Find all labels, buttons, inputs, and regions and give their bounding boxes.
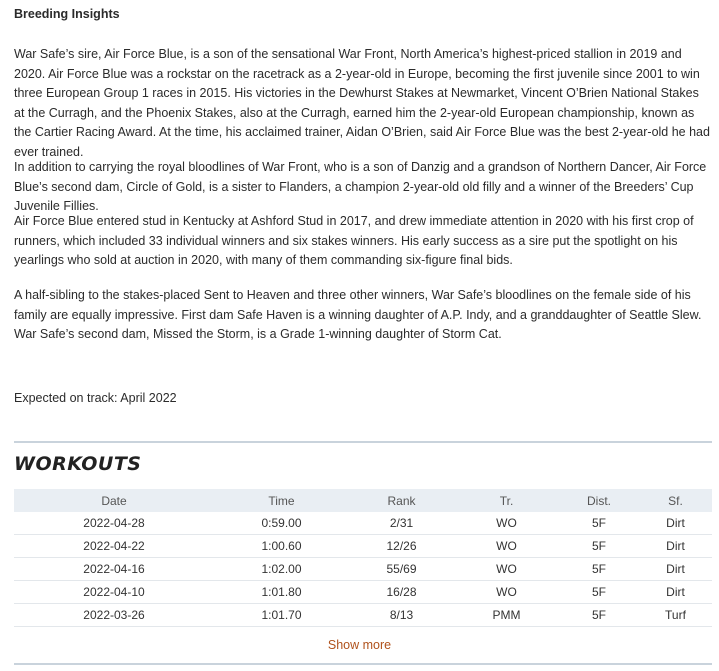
cell-time: 1:01.80: [214, 581, 349, 604]
cell-date: 2022-03-26: [14, 604, 214, 627]
cell-rank: 16/28: [349, 581, 454, 604]
column-header-date[interactable]: Date: [101, 493, 127, 508]
cell-date: 2022-04-28: [14, 512, 214, 535]
breeding-paragraph-3: Air Force Blue entered stud in Kentucky at Ashford Stud in 2017, and drew immediate attention in 2020 with his first crop of runners, which included 33 individual winners and six stakes winners. His early success as a sire put the spotlight on his yearlings who sold at auction in 2020, with many of them commanding six-figure final bids.: [14, 214, 694, 267]
workouts-header-row: [14, 489, 712, 512]
cell-rank: 12/26: [349, 535, 454, 558]
section-divider-bottom: [14, 663, 712, 665]
workouts-heading: WORKOUTS: [14, 453, 142, 475]
cell-rank: 55/69: [349, 558, 454, 581]
cell-time: 1:02.00: [214, 558, 349, 581]
cell-rank: 2/31: [349, 512, 454, 535]
cell-surface: Dirt: [639, 535, 712, 558]
workouts-table: [14, 489, 712, 627]
cell-time: 1:00.60: [214, 535, 349, 558]
section-divider-top: [14, 441, 712, 443]
cell-time: 0:59.00: [214, 512, 349, 535]
expected-on-track: Expected on track: April 2022: [14, 391, 177, 405]
breeding-insights-title: Breeding Insights: [14, 7, 120, 21]
column-header-distance[interactable]: Dist.: [587, 493, 611, 508]
column-header-track[interactable]: Tr.: [499, 493, 514, 508]
cell-track: WO: [454, 558, 559, 581]
breeding-paragraph-2: In addition to carrying the royal bloodlines of War Front, who is a son of Danzig and a grandson of Northern Dancer, Air Force Blue’s second dam, Circle of Gold, is a sister to Flanders, a champion 2-year-old old filly and a winner of the Breeders’ Cup Juvenile Fillies.: [14, 160, 707, 213]
table-row: [14, 512, 712, 535]
cell-rank: 8/13: [349, 604, 454, 627]
breeding-paragraph-1: War Safe’s sire, Air Force Blue, is a son of the sensational War Front, North America’s highest-priced stallion in 2019 and 2020. Air Force Blue was a rockstar on the racetrack as a 2-year-old in Europe, becoming the first juvenile since 2001 to win three European Group 1 races in 2015. His victories in the Dewhurst Stakes at Newmarket, Vincent O’Brien National Stakes at the Curragh, and the Phoenix Stakes, also at the Curragh, earned him the 2-year-old European championship, known as the Cartier Racing Award. At the time, his acclaimed trainer, Aidan O’Brien, said Air Force Blue was the best 2-year-old he had ever trained.: [14, 47, 710, 159]
cell-distance: 5F: [559, 604, 639, 627]
cell-track: WO: [454, 581, 559, 604]
table-row: [14, 558, 712, 581]
breeding-paragraph-4: A half-sibling to the stakes-placed Sent to Heaven and three other winners, War Safe’s bloodlines on the female side of his family are equally impressive. First dam Safe Haven is a winning daughter of A.P. Indy, and a granddaughter of Seattle Slew. War Safe’s second dam, Missed the Storm, is a Grade 1-winning daughter of Storm Cat.: [14, 288, 702, 341]
column-header-surface[interactable]: Sf.: [668, 493, 683, 508]
cell-distance: 5F: [559, 558, 639, 581]
table-row: [14, 604, 712, 627]
column-header-rank[interactable]: Rank: [387, 493, 416, 508]
cell-distance: 5F: [559, 535, 639, 558]
cell-date: 2022-04-16: [14, 558, 214, 581]
table-row: [14, 535, 712, 558]
cell-surface: Turf: [639, 604, 712, 627]
cell-distance: 5F: [559, 581, 639, 604]
cell-time: 1:01.70: [214, 604, 349, 627]
cell-surface: Dirt: [639, 512, 712, 535]
cell-track: WO: [454, 535, 559, 558]
cell-distance: 5F: [559, 512, 639, 535]
cell-date: 2022-04-10: [14, 581, 214, 604]
show-more-link[interactable]: Show more: [327, 638, 392, 652]
column-header-time[interactable]: Time: [268, 493, 295, 508]
cell-surface: Dirt: [639, 558, 712, 581]
cell-track: WO: [454, 512, 559, 535]
cell-surface: Dirt: [639, 581, 712, 604]
cell-date: 2022-04-22: [14, 535, 214, 558]
table-row: [14, 581, 712, 604]
cell-track: PMM: [454, 604, 559, 627]
